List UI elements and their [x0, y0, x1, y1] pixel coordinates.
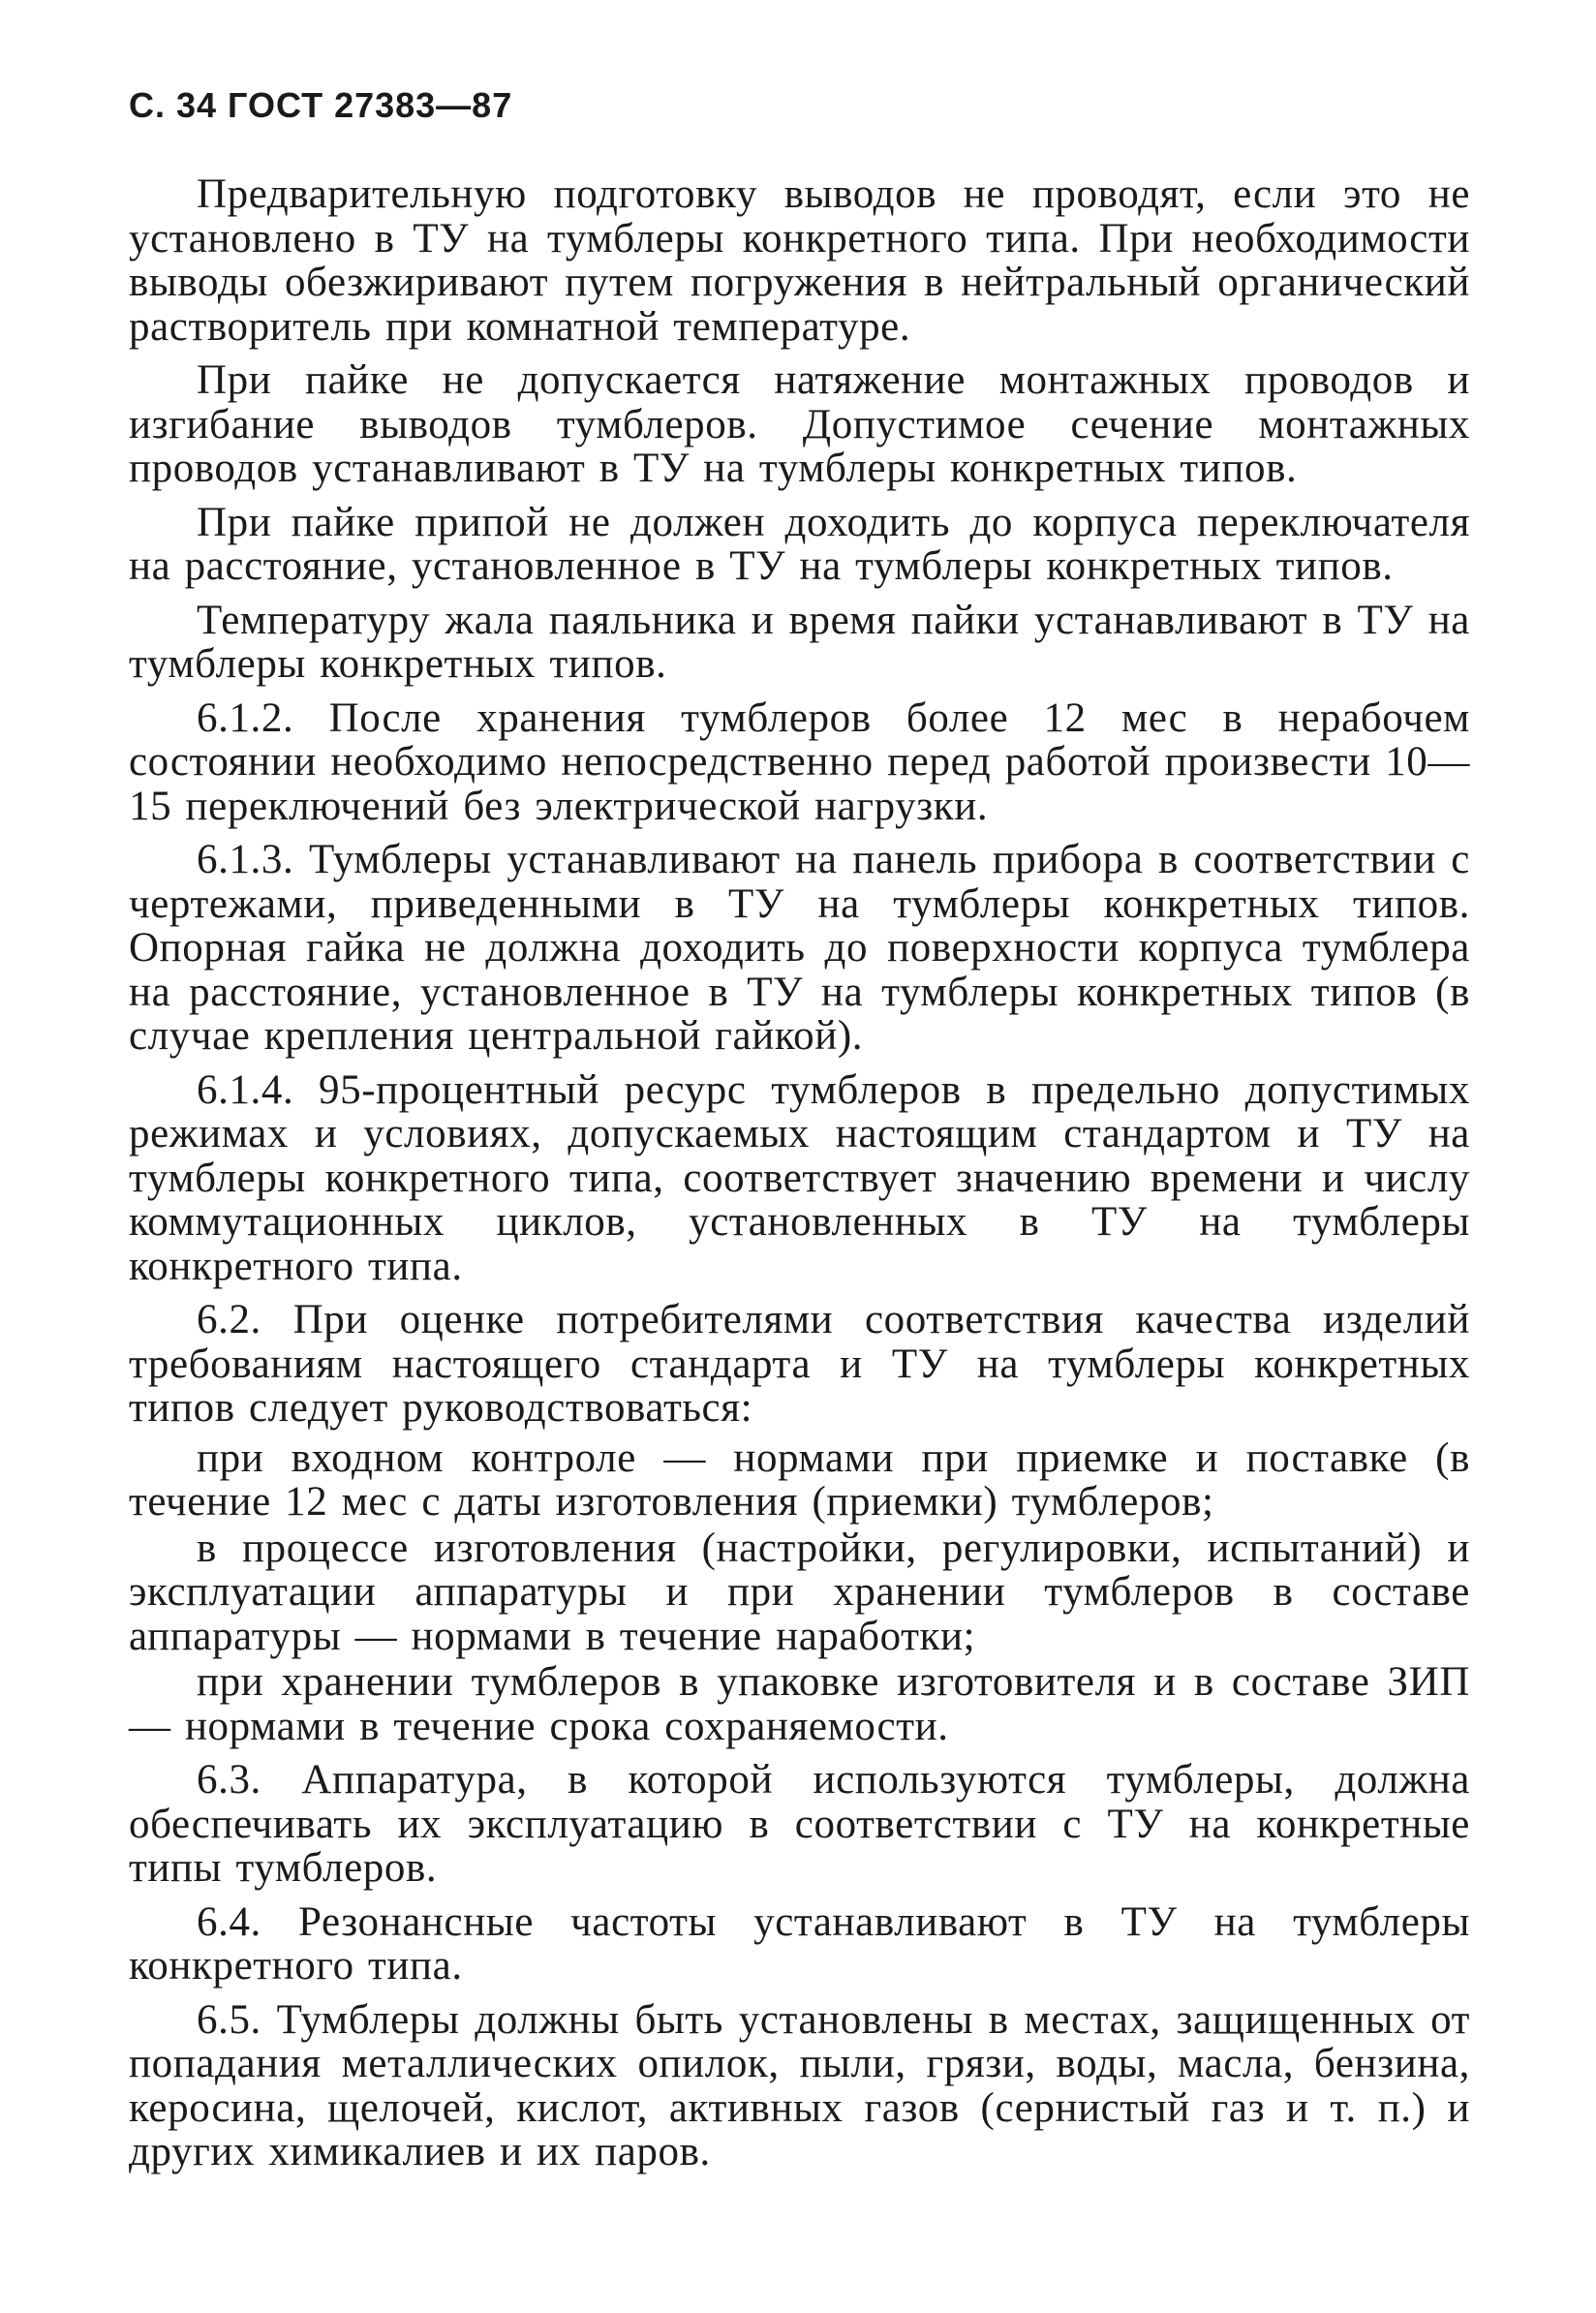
list-item-storage: при хранении тумблеров в упаковке изготовителя и в составе ЗИП — нормами в течение срока сохраняемости.: [129, 1659, 1470, 1749]
paragraph-6-5: 6.5. Тумблеры должны быть установлены в местах, защищенных от попадания металлических опилок, пыли, грязи, воды, масла, бензина, керосина, щелочей, кислот, активных газов (сернистый газ и т. п.) и других химикалиев и их паров.: [129, 1996, 1470, 2174]
list-item-manufacturing: в процессе изготовления (настройки, регулировки, испытаний) и эксплуатации аппаратуры и при хранении тумблеров в составе аппаратуры — нормами в течение наработки;: [129, 1525, 1470, 1659]
paragraph-soldering-tension: При пайке не допускается натяжение монтажных проводов и изгибание выводов тумблеров. Допустимое сечение монтажных проводов устанавливают в ТУ на тумблеры конкретных типов.: [129, 357, 1470, 491]
paragraph-6-1-4: 6.1.4. 95-процентный ресурс тумблеров в предельно допустимых режимах и условиях, допускаемых настоящим стандартом и ТУ на тумблеры конкретного типа, соответствует значению времени и числу коммутационных циклов, установленных в ТУ на тумблеры конкретного типа.: [129, 1066, 1470, 1289]
paragraph-solder-distance: При пайке припой не должен доходить до корпуса переключателя на расстояние, установленное в ТУ на тумблеры конкретных типов.: [129, 499, 1470, 589]
paragraph-6-3: 6.3. Аппаратура, в которой используются тумблеры, должна обеспечивать их эксплуатацию в соответствии с ТУ на конкретные типы тумблеров.: [129, 1757, 1470, 1891]
paragraph-6-2: 6.2. При оценке потребителями соответствия качества изделий требованиям настоящего стандарта и ТУ на тумблеры конкретных типов следует руководствоваться:: [129, 1297, 1470, 1431]
paragraph-lead-preparation: Предварительную подготовку выводов не проводят, если это не установлено в ТУ на тумблеры конкретного типа. При необходимости выводы обезжиривают путем погружения в нейтральный органический растворитель при комнатной температуре.: [129, 171, 1470, 350]
document-body: [129, 172, 1470, 2184]
paragraph-6-4: 6.4. Резонансные частоты устанавливают в ТУ на тумблеры конкретного типа.: [129, 1898, 1470, 1989]
paragraph-6-1-3: 6.1.3. Тумблеры устанавливают на панель прибора в соответствии с чертежами, приведенными в ТУ на тумблеры конкретных типов. Опорная гайка не должна доходить до поверхности корпуса тумблера на расстояние, установленное в ТУ на тумблеры конкретных типов (в случае крепления центральной гайкой).: [129, 837, 1470, 1059]
paragraph-iron-temperature: Температуру жала паяльника и время пайки устанавливают в ТУ на тумблеры конкретных типов.: [129, 597, 1470, 687]
paragraph-6-1-2: 6.1.2. После хранения тумблеров более 12 мес в нерабочем состоянии необходимо непосредственно перед работой произвести 10—15 переключений без электрической нагрузки.: [129, 694, 1470, 829]
running-head: С. 34 ГОСТ 27383—87: [129, 85, 513, 125]
list-item-input-control: при входном контроле — нормами при приемке и поставке (в течение 12 мес с даты изготовления (приемки) тумблеров;: [129, 1434, 1470, 1525]
